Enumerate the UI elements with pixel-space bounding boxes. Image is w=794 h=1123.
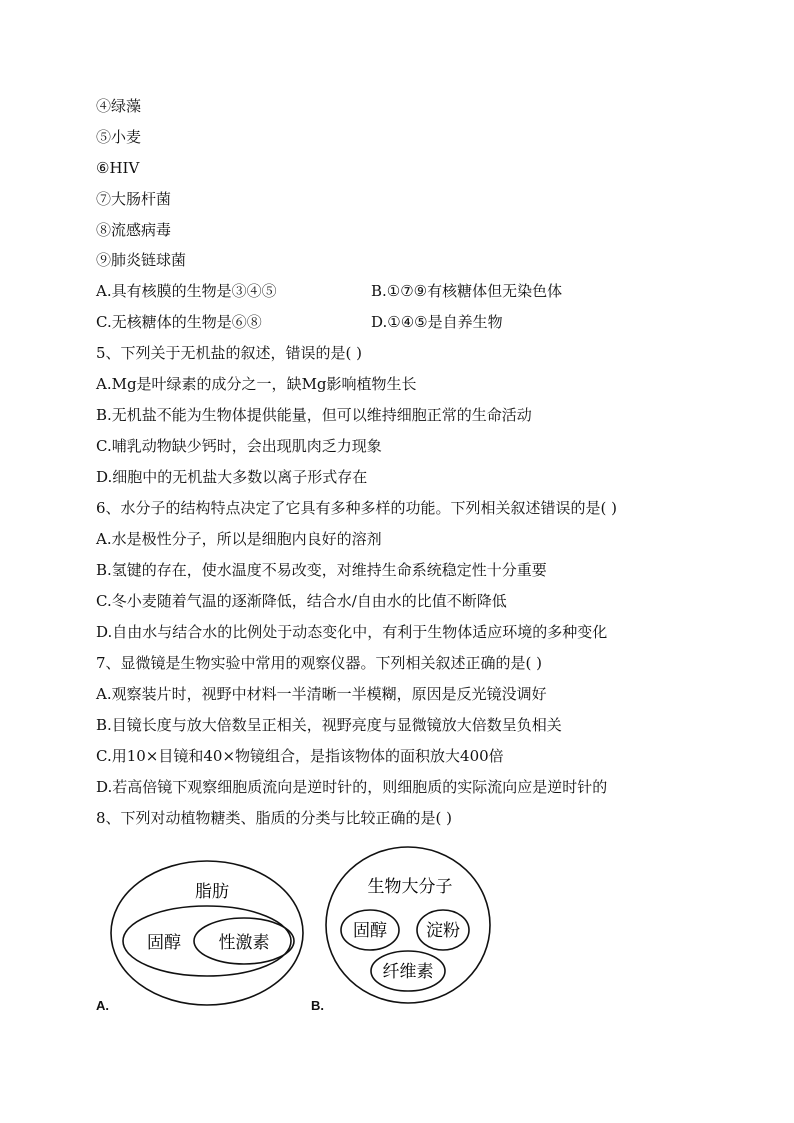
diagram-a-option-label: A. xyxy=(96,998,109,1013)
q7-stem: 7、显微镜是生物实验中常用的观察仪器。下列相关叙述正确的是( ) xyxy=(96,654,543,672)
diagram-b-item2-label: 淀粉 xyxy=(426,921,460,941)
q6-option-b: B.氢键的存在，使水温度不易改变，对维持生命系统稳定性十分重要 xyxy=(96,561,547,579)
q7-option-a: A.观察装片时，视野中材料一半清晰一半模糊，原因是反光镜没调好 xyxy=(96,685,547,703)
list-item: ⑤小麦 xyxy=(96,128,142,146)
q7-option-b: B.目镜长度与放大倍数呈正相关，视野亮度与显微镜放大倍数呈负相关 xyxy=(96,716,562,734)
q4-option-b: B.①⑦⑨有核糖体但无染色体 xyxy=(371,282,563,300)
q4-option-a: A.具有核膜的生物是③④⑤ xyxy=(96,282,277,300)
list-item: ⑧流感病毒 xyxy=(96,221,172,239)
list-item: ⑥HIV xyxy=(96,159,140,177)
q5-option-d: D.细胞中的无机盐大多数以离子形式存在 xyxy=(96,468,368,486)
q8-stem: 8、下列对动植物糖类、脂质的分类与比较正确的是( ) xyxy=(96,809,453,827)
diagram-b xyxy=(326,847,490,1003)
diagram-b-option-label: B. xyxy=(311,998,324,1013)
diagram-b-item1-label: 固醇 xyxy=(353,921,387,941)
list-item: ⑦大肠杆菌 xyxy=(96,190,172,208)
q5-option-c: C.哺乳动物缺少钙时，会出现肌肉乏力现象 xyxy=(96,437,382,455)
diagram-a-outer-label: 脂肪 xyxy=(195,882,229,902)
diagram-a xyxy=(111,861,303,1005)
q6-option-c: C.冬小麦随着气温的逐渐降低，结合水/自由水的比值不断降低 xyxy=(96,592,507,610)
q8-diagrams xyxy=(96,840,516,1020)
list-item: ④绿藻 xyxy=(96,97,142,115)
q7-option-d: D.若高倍镜下观察细胞质流向是逆时针的，则细胞质的实际流向应是逆时针的 xyxy=(96,778,608,796)
q5-option-a: A.Mg是叶绿素的成分之一，缺Mg影响植物生长 xyxy=(96,375,417,393)
q5-stem: 5、下列关于无机盐的叙述，错误的是( ) xyxy=(96,344,363,362)
q5-option-b: B.无机盐不能为生物体提供能量，但可以维持细胞正常的生命活动 xyxy=(96,406,532,424)
diagram-a-middle-label: 固醇 xyxy=(147,933,181,953)
q6-option-d: D.自由水与结合水的比例处于动态变化中，有利于生物体适应环境的多种变化 xyxy=(96,623,608,641)
list-item: ⑨肺炎链球菌 xyxy=(96,251,187,269)
q4-option-c: C.无核糖体的生物是⑥⑧ xyxy=(96,313,262,331)
q6-stem: 6、水分子的结构特点决定了它具有多种多样的功能。下列相关叙述错误的是( ) xyxy=(96,499,618,517)
diagram-b-item3-label: 纤维素 xyxy=(382,962,434,982)
diagram-a-inner-label: 性激素 xyxy=(218,933,270,953)
q6-option-a: A.水是极性分子，所以是细胞内良好的溶剂 xyxy=(96,530,382,548)
q7-option-c: C.用10×目镜和40×物镜组合，是指该物体的面积放大400倍 xyxy=(96,747,504,765)
q4-option-d: D.①④⑤是自养生物 xyxy=(371,313,503,331)
diagram-b-outer-label: 生物大分子 xyxy=(367,877,453,897)
